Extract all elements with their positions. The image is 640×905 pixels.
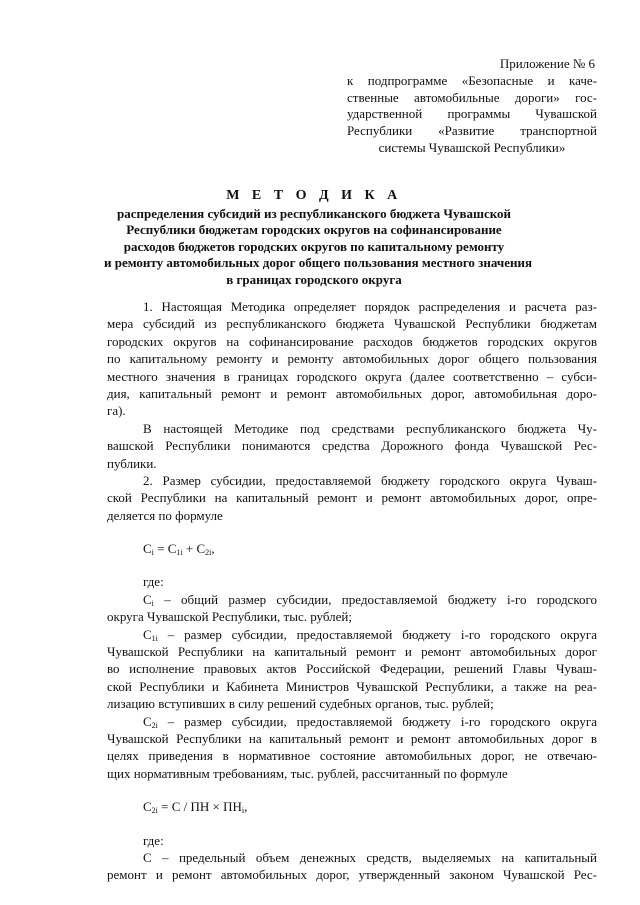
formula-c2i <box>107 798 597 815</box>
appendix-line: ударственной программы Чувашской <box>347 106 597 122</box>
text-line: С – предельный объем денежных средств, выделяемых на капитальный <box>143 849 597 865</box>
text-line: ремонт и ремонт автомобильных дорог, утвержденный законом Чувашской Рес- <box>107 867 597 883</box>
text-line: во исполнение правовых актов Российской Федерации, решений Главы Чуваш- <box>107 661 597 677</box>
formula-subscript: 1i <box>176 548 183 558</box>
definition-symbol: C <box>143 713 152 729</box>
definition-symbol: C <box>143 626 152 642</box>
formula-subscript: i <box>151 548 154 558</box>
formula-symbol: = C <box>153 541 177 557</box>
subtitle-line: в границах городского округа <box>226 271 402 287</box>
text-line: округа Чувашской Республики, тыс. рублей; <box>107 609 353 625</box>
appendix-line: к подпрограмме «Безопасные и каче- <box>347 72 597 88</box>
definition-subscript: 1i <box>151 633 158 643</box>
definition-ci <box>107 591 597 608</box>
appendix-line: Республики «Развитие транспортной <box>347 123 597 139</box>
formula-subscript: 2i <box>205 548 212 558</box>
formula-symbol: , <box>211 541 215 557</box>
definition-subscript: 2i <box>151 720 158 730</box>
subtitle-line: расходов бюджетов городских округов по капитальному ремонту <box>123 238 505 254</box>
text-line: 2. Размер субсидии, предоставляемой бюджету городского округа Чуваш- <box>143 472 597 488</box>
appendix-header <box>347 56 597 157</box>
text-line: га). <box>107 403 126 419</box>
text-line: ской Республики и Кабинета Министров Чувашской Республики, а также на реа- <box>107 678 597 694</box>
text-line: 1. Настоящая Методика определяет порядок распределения и расчета раз- <box>143 299 597 314</box>
text-line: городских округов на софинансирование расходов бюджетов городских округов <box>107 333 597 349</box>
formula-symbol: + C <box>182 541 206 557</box>
formula-total <box>107 540 597 557</box>
definition-subscript: i <box>151 598 154 608</box>
subtitle-line: и ремонту автомобильных дорог общего пользования местного значения <box>104 255 532 271</box>
formula-subscript: i <box>241 806 245 816</box>
formula-symbol: C <box>143 541 152 557</box>
subtitle-line: распределения субсидий из республиканского бюджета Чувашской <box>116 205 512 221</box>
where-label: где: <box>143 574 164 590</box>
text-line: дия, капитальный ремонт и ремонт автомобильных дорог, автомобильная доро- <box>107 385 597 401</box>
definition-text: – общий размер субсидии, предоставляемой бюджету i-го городского <box>153 591 597 607</box>
page-title: М Е Т О Д И К А <box>226 188 402 203</box>
definition-symbol: C <box>143 591 152 607</box>
document-body <box>107 298 597 884</box>
text-line: публики. <box>107 455 157 471</box>
where-label: где: <box>143 832 164 848</box>
formula-symbol: C <box>143 799 152 815</box>
appendix-title: Приложение № 6 <box>499 56 595 71</box>
text-line: Чувашской Республики на капитальный ремонт и ремонт автомобильных дорог в <box>107 730 597 746</box>
text-line: В настоящей Методике под средствами республиканского бюджета Чу- <box>143 420 597 436</box>
text-line: деляется по формуле <box>107 507 223 523</box>
subtitle-line: Республики бюджетам городских округов на софинансирование <box>126 222 502 238</box>
definition-text: – размер субсидии, предоставляемой бюджету i-го городского округа <box>157 713 597 729</box>
definition-text: – размер субсидии, предоставляемой бюджету i-го городского округа <box>157 626 597 642</box>
formula-subscript: 2i <box>151 806 158 816</box>
text-line: вашской Республики понимаются средства Дорожного фонда Чувашской Рес- <box>107 438 597 454</box>
definition-c2i <box>107 713 597 730</box>
text-line: ской Республики на капитальный ремонт и ремонт автомобильных дорог, опре- <box>107 490 597 506</box>
text-line: целях приведения в нормативное состояние автомобильных дорог, не отвечаю- <box>107 748 597 764</box>
text-line: лизацию вступивших в силу решений судебных органов, тыс. рублей; <box>107 696 494 712</box>
appendix-line: системы Чувашской Республики» <box>378 139 566 155</box>
methodology-heading <box>104 188 532 289</box>
text-line: по капитальному ремонту и ремонту автомобильных дорог общего пользования <box>107 351 597 367</box>
text-line: Чувашской Республики на капитальный ремонт и ремонт автомобильных дорог <box>107 644 597 660</box>
text-line: мера субсидий из республиканского бюджета Чувашской Республики бюджетам <box>107 316 597 332</box>
text-line: щих нормативным требованиям, тыс. рублей, рассчитанный по формуле <box>107 765 508 781</box>
appendix-line: ственные автомобильные дороги» гос- <box>347 89 597 105</box>
definition-c1i <box>107 626 597 643</box>
formula-symbol: = C / ПН × ПН <box>157 799 242 815</box>
text-line: местного значения в границах городского округа (далее соответственно – субси- <box>107 368 597 384</box>
formula-symbol: , <box>244 799 248 815</box>
